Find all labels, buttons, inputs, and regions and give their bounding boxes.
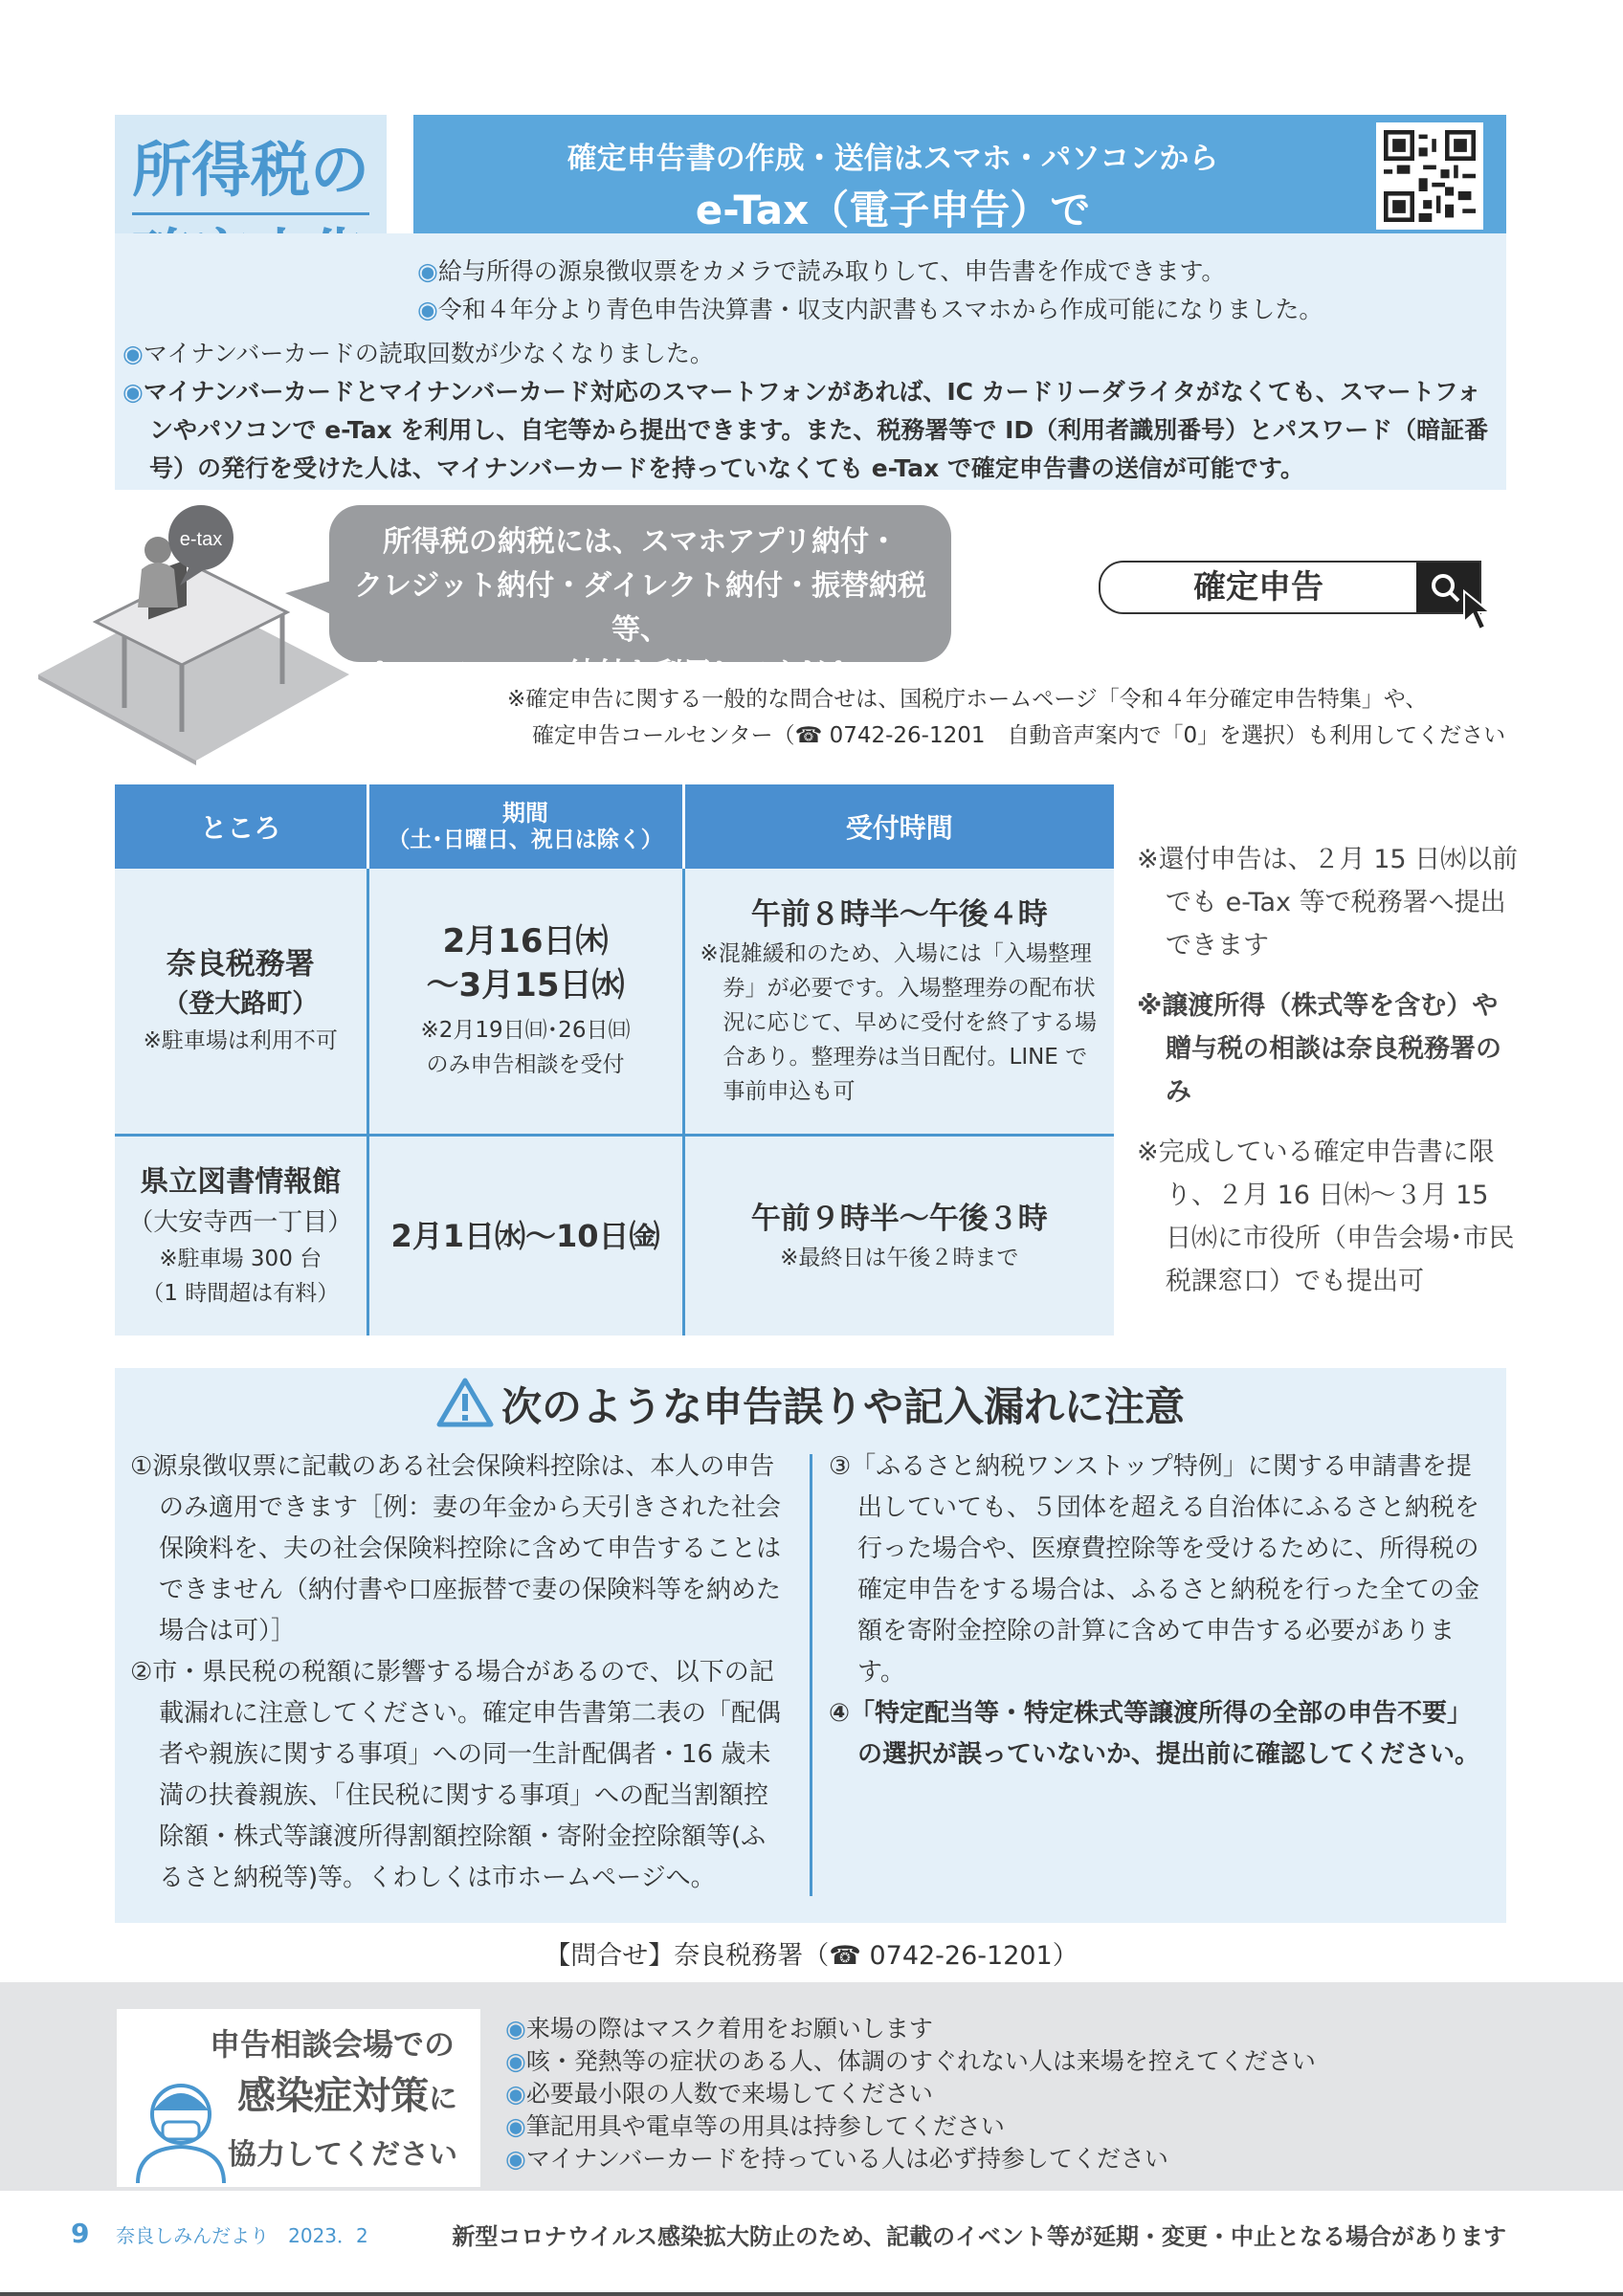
qr-code-icon (1384, 130, 1476, 222)
inquiry-note (507, 681, 1512, 754)
etax-header-line1: 確定申告書の作成・送信はスマホ・パソコンから (567, 142, 1219, 176)
header-period (367, 784, 683, 869)
warning-divider (810, 1454, 812, 1896)
etax-qr-code[interactable] (1376, 122, 1483, 230)
side-note: ※完成している確定申告書に限り、２月 16 日㈭～３月 15 日㈬に市役所（申告会場･市民税課窓口）でも提出可 (1137, 1137, 1515, 1296)
table-row (115, 1135, 1114, 1336)
bullet-dot-icon: ◉ (417, 257, 438, 285)
bullet-dot-icon: ◉ (505, 2112, 526, 2140)
search-text: 確定申告 (1193, 568, 1323, 607)
cell-period: 2月16日㈭ ～3月15日㈬ ※2月19日㈰･26日㈰ のみ申告相談を受付 (367, 869, 683, 1135)
etax-header-line2: e-Tax（電子申告）で (695, 187, 1091, 233)
table-header-row (115, 784, 1114, 869)
etax-label: e-tax (179, 529, 223, 550)
side-notes (1137, 838, 1520, 1320)
header-period-title: 期間 (502, 800, 548, 827)
warning-item: ①源泉徴収票に記載のある社会保険料控除は、本人の申告のみ適用できます［例：妻の年金から天引きされた社会保険料を、夫の社会保険料控除に含めて申告することはできません（納付書や口座振替で妻の保険料等を納めた場合は可）］ (130, 1452, 782, 1645)
search-box[interactable] (1099, 561, 1481, 614)
warning-column-right (829, 1446, 1495, 1776)
covid-list (505, 2013, 1606, 2175)
list-item: ◉来場の際はマスク着用をお願いします (505, 2015, 933, 2042)
bottom-rule (0, 2292, 1623, 2296)
bubble-line2: クレジット納付・ダイレクト納付・振替納税等、 (353, 569, 927, 647)
covid-title: 申告相談会場での 感染症対策に 協力してください (209, 2026, 457, 2172)
bubble-line3: キャッシュレス納付を利用してください。 (367, 657, 913, 691)
warning-item: ③「ふるさと納税ワンストップ特例」に関する申請書を提出していても、５団体を超える自治体にふるさと納税を行った場合や、医療費控除等を受けるために、所得税の確定申告をする場合は、ふるさと納税を行った全ての金額を寄附金控除の計算に含めて申告する必要があります。 (829, 1452, 1480, 1687)
warning-icon (436, 1377, 494, 1428)
warning-title: 次のような申告誤りや記入漏れに注意 (115, 1376, 1506, 1433)
bullet-dot-icon: ◉ (505, 2080, 526, 2108)
cursor-arrow-icon (1460, 589, 1499, 633)
cell-place: 県立図書情報館 （大安寺西一丁目） ※駐車場 300 台 （1 時間超は有料） (115, 1135, 367, 1336)
warning-item: ②市・県民税の税額に影響する場合があるので、以下の記載漏れに注意してください。確定申告書第二表の「配偶者や親族に関する事項」への同一生計配偶者・16 歳未満の扶養親族、「住民税に関する事項」への配当割額控除額・株式等譲渡所得割額控除額・寄附金控除額等(ふるさと納税等)等。くわしくは市ホームページへ。 (130, 1658, 782, 1892)
cell-hours: 午前９時半～午後３時 ※最終日は午後２時まで (683, 1135, 1114, 1336)
publication-name: 奈良しみんだより 2023．2 (116, 2224, 368, 2247)
header-place: ところ (115, 784, 367, 869)
list-item: ◉マイナンバーカードを持っている人は必ず持参してください (505, 2145, 1168, 2173)
bullet-dot-icon: ◉ (122, 340, 144, 367)
side-note: ※譲渡所得（株式等を含む）や贈与税の相談は奈良税務署のみ (1137, 991, 1501, 1107)
note-line1: ※確定申告に関する一般的な問合せは、国税庁ホームページ「令和４年分確定申告特集」や、 (507, 687, 1428, 712)
bullet-item: ◉マイナンバーカードの読取回数が少なくなりました。 (122, 340, 714, 367)
etax-bullets-mid (122, 335, 1501, 488)
etax-header-banner (413, 115, 1506, 233)
cell-place: 奈良税務署 （登大路町） ※駐車場は利用不可 (115, 869, 367, 1135)
covid-title-particle: に (429, 2083, 457, 2116)
bullet-dot-icon: ◉ (417, 296, 438, 323)
bullet-item: ◉給与所得の源泉徴収票をカメラで読み取りして、申告書を作成できます。 (417, 257, 1226, 285)
footer-notice: 新型コロナウイルス感染拡大防止のため、記載のイベント等が延期・変更・中止となる場合があります (452, 2223, 1506, 2250)
warning-column-left (130, 1446, 790, 1899)
bullet-dot-icon: ◉ (505, 2015, 526, 2042)
page-number: 9 (71, 2218, 90, 2249)
etax-bullets-top (417, 253, 1374, 329)
side-note: ※還付申告は、２月 15 日㈬以前でも e-Tax 等で税務署へ提出できます (1137, 845, 1519, 960)
header-hours: 受付時間 (683, 784, 1114, 869)
bullet-dot-icon: ◉ (505, 2145, 526, 2173)
cashless-payment-bubble (329, 505, 951, 691)
person-at-desk-illustration (29, 478, 354, 765)
cell-period: 2月1日㈬～10日㈮ (367, 1135, 683, 1336)
table-row (115, 869, 1114, 1135)
bullet-dot-icon: ◉ (505, 2047, 526, 2075)
bullet-item: ◉マイナンバーカードとマイナンバーカード対応のスマートフォンがあれば、IC カードリーダライタがなくても、スマートフォンやパソコンで e-Tax を利用し、自宅等から提出できます。また、税務署等で ID（利用者識別番号）とパスワード（暗証番号）の発行を受けた人は、マイナンバーカードを持っていなくても e-Tax で確定申告書の送信が可能です。 (122, 378, 1489, 482)
page-title-line1: 所得税の (132, 128, 369, 215)
footer (71, 2218, 1506, 2251)
bullet-item: ◉令和４年分より青色申告決算書・収支内訳書もスマホから作成可能になりました。 (417, 296, 1323, 323)
consultation-schedule-table (115, 784, 1114, 1336)
list-item: ◉必要最小限の人数で来場してください (505, 2080, 933, 2108)
list-item: ◉筆記用具や電卓等の用具は持参してください (505, 2112, 1005, 2140)
warning-item: ④「特定配当等・特定株式等譲渡所得の全部の申告不要」の選択が誤っていないか、提出前に確認してください。 (829, 1699, 1480, 1769)
note-line2: 確定申告コールセンター（☎ 0742-26-1201 自動音声案内で「0」を選択）も利用してください (532, 723, 1506, 748)
inquiry-line: 【問合せ】奈良税務署（☎ 0742-26-1201） (545, 1941, 1078, 1971)
covid-title-main: 感染症対策 (237, 2074, 429, 2118)
bubble-line1: 所得税の納税には、スマホアプリ納付・ (382, 525, 899, 559)
bullet-dot-icon: ◉ (122, 378, 144, 406)
cell-hours: 午前８時半～午後４時 ※混雑緩和のため、入場には「入場整理券」が必要です。入場整理券の配布状況に応じて、早めに受付を終了する場合あり。整理券は当日配付。LINE で事前申込も可 (683, 869, 1114, 1135)
header-period-note: （土･日曜日、祝日は除く） (388, 828, 663, 852)
list-item: ◉咳・発熱等の症状のある人、体調のすぐれない人は来場を控えてください (505, 2047, 1316, 2075)
